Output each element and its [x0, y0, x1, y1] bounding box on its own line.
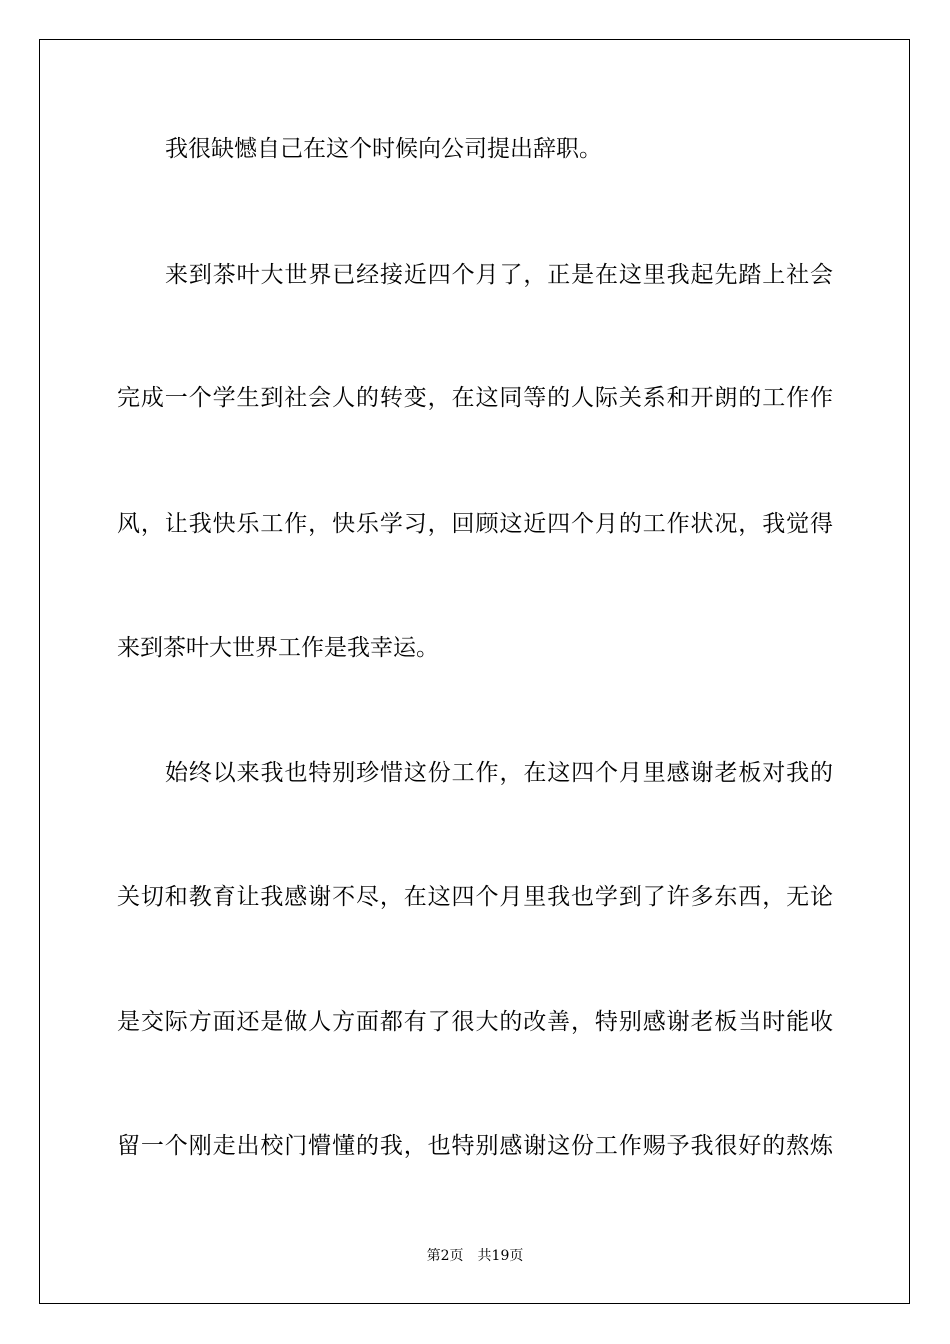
page-border [39, 39, 910, 1304]
paragraph-line: 留一个刚走出校门懵懂的我，也特别感谢这份工作赐予我很好的熬炼 [117, 1133, 833, 1159]
paragraph-line: 风，让我快乐工作，快乐学习，回顾这近四个月的工作状况，我觉得 [117, 511, 833, 537]
paragraph-line: 我很缺憾自己在这个时候向公司提出辞职。 [165, 136, 602, 162]
page-footer [0, 1247, 950, 1265]
paragraph-line: 来到茶叶大世界工作是我幸运。 [117, 635, 439, 661]
paragraph-line: 关切和教育让我感谢不尽，在这四个月里我也学到了许多东西，无论 [117, 884, 833, 910]
paragraph-line: 来到茶叶大世界已经接近四个月了，正是在这里我起先踏上社会 [165, 262, 833, 288]
paragraph-line: 是交际方面还是做人方面都有了很大的改善，特别感谢老板当时能收 [117, 1009, 833, 1035]
paragraph-line: 始终以来我也特别珍惜这份工作，在这四个月里感谢老板对我的 [165, 760, 833, 786]
page-number: 第2页 [426, 1248, 464, 1264]
page-total: 共19页 [477, 1248, 524, 1264]
paragraph-line: 完成一个学生到社会人的转变，在这同等的人际关系和开朗的工作作 [117, 385, 833, 411]
